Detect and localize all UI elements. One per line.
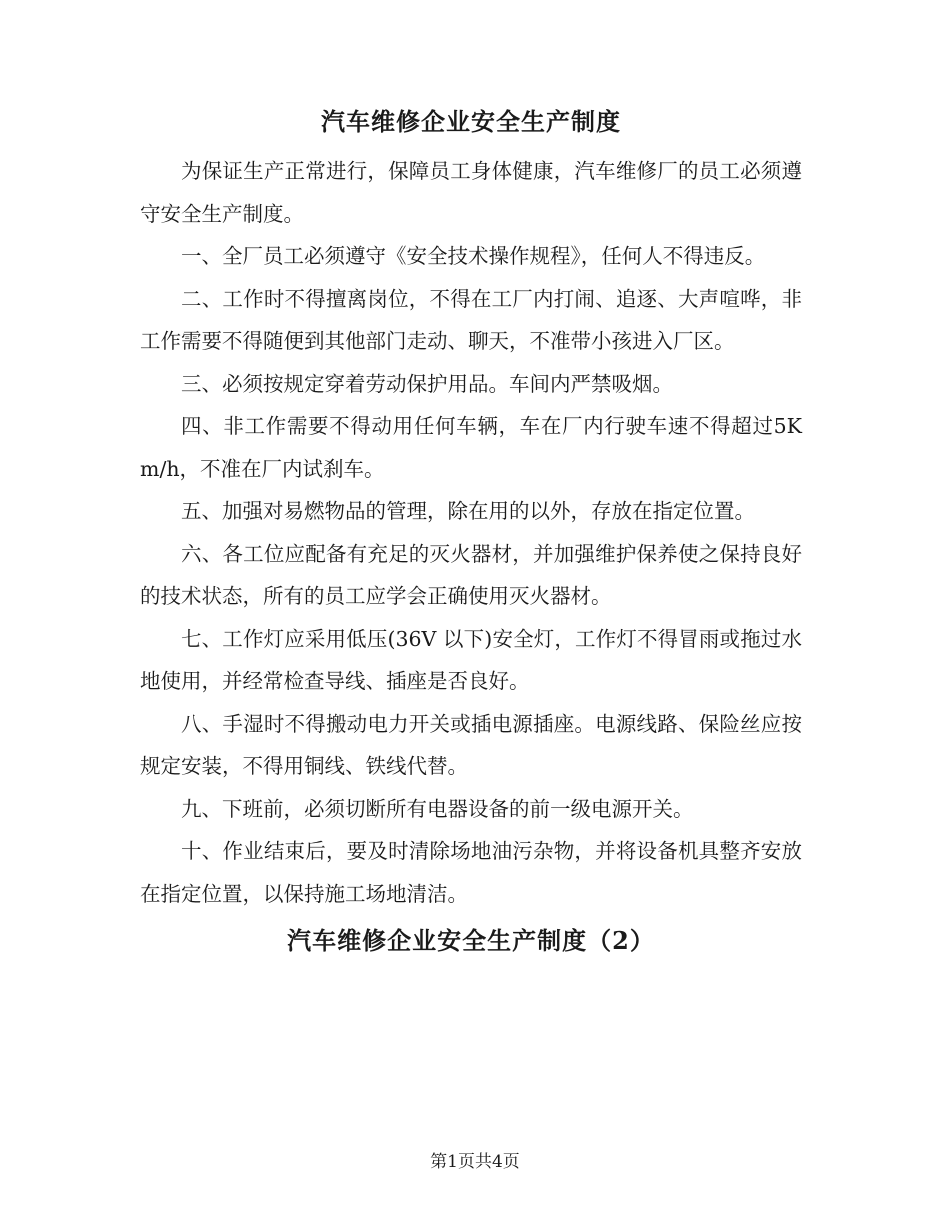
paragraph-rule-4: 四、非工作需要不得动用任何车辆，车在厂内行驶车速不得超过5Km/h，不准在厂内试刹车。 (140, 414, 802, 481)
paragraph-rule-7: 七、工作灯应采用低压(36V 以下)安全灯，工作灯不得冒雨或拖过水地使用，并经常检查导线、插座是否良好。 (140, 626, 802, 693)
document-title: 汽车维修企业安全生产制度 (321, 107, 621, 136)
paragraph-rule-6: 六、各工位应配备有充足的灭火器材，并加强维护保养使之保持良好的技术状态，所有的员工应学会正确使用灭火器材。 (140, 541, 802, 608)
paragraph-rule-9: 九、下班前，必须切断所有电器设备的前一级电源开关。 (181, 796, 694, 821)
paragraph-rule-3: 三、必须按规定穿着劳动保护用品。车间内严禁吸烟。 (181, 371, 673, 396)
page-number-footer: 第1页共4页 (430, 1152, 520, 1172)
second-section-title: 汽车维修企业安全生产制度（2） (287, 926, 655, 955)
paragraph-rule-1: 一、全厂员工必须遵守《安全技术操作规程》，任何人不得违反。 (181, 244, 766, 268)
document-page (140, 100, 802, 963)
paragraph-rule-2: 二、工作时不得擅离岗位，不得在工厂内打闹、追逐、大声喧哗，非工作需要不得随便到其他部门走动、聊天，不准带小孩进入厂区。 (140, 286, 802, 353)
paragraph-rule-10: 十、作业结束后，要及时清除场地油污杂物，并将设备机具整齐安放在指定位置，以保持施工场地清洁。 (140, 839, 802, 906)
paragraph-intro: 为保证生产正常进行，保障员工身体健康，汽车维修厂的员工必须遵守安全生产制度。 (140, 159, 802, 226)
paragraph-rule-8: 八、手湿时不得搬动电力开关或插电源插座。电源线路、保险丝应按规定安装，不得用铜线、铁线代替。 (140, 711, 802, 778)
paragraph-rule-5: 五、加强对易燃物品的管理，除在用的以外，存放在指定位置。 (181, 499, 755, 523)
